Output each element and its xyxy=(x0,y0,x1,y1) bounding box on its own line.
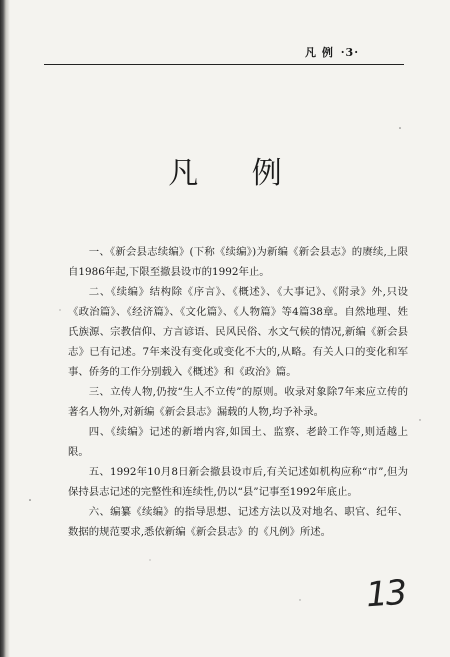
paragraph-4: 四、《续编》记述的新增内容,如国土、监察、老龄工作等,则适越上限。 xyxy=(68,426,408,458)
paragraph-1: 一、《新会县志续编》(下称《续编》)为新编《新会县志》的赓续,上限自1986年起,下限至撤县设市的1992年止。 xyxy=(68,246,408,278)
running-head-page: ·3· xyxy=(340,46,360,59)
page-title: 凡 例 xyxy=(168,156,304,191)
scan-binding-edge xyxy=(0,0,10,657)
paragraph-5: 五、1992年10月8日新会撤县设市后,有关记述如机构应称“市”,但为保持县志记述的完整性和连续性,仍以“县”记事至1992年底止。 xyxy=(68,466,408,498)
paragraph-3: 三、立传人物,仍按“生人不立传”的原则。收录对象除7年来应立传的著名人物外,对新编《新会县志》漏载的人物,均予补录。 xyxy=(68,386,408,418)
paragraph-6: 六、编纂《续编》的指导思想、记述方法以及对地名、职官、纪年、数据的规范要求,悉依新编《新会县志》的《凡例》所述。 xyxy=(68,506,408,538)
handwritten-page-number: 13 xyxy=(364,572,407,616)
running-head-section: 凡 例 xyxy=(305,46,334,59)
body-text xyxy=(68,242,408,542)
running-head xyxy=(305,44,361,60)
header-rule xyxy=(44,64,404,65)
running-head-page-number: 3 xyxy=(345,46,355,59)
paragraph-2: 二、《续编》结构除《序言》、《概述》、《大事记》、《附录》外,只设《政治篇》、《经济篇》、《文化篇》、《人物篇》等4篇38章。自然地理、姓氏族源、宗教信仰、方言谚语、民风民俗、水文气候的情况,新编《新会县志》已有记述。7年来没有变化或变化不大的,从略。有关人口的变化和军事、侨务的工作分别载入《概述》和《政治》篇。 xyxy=(68,286,408,378)
